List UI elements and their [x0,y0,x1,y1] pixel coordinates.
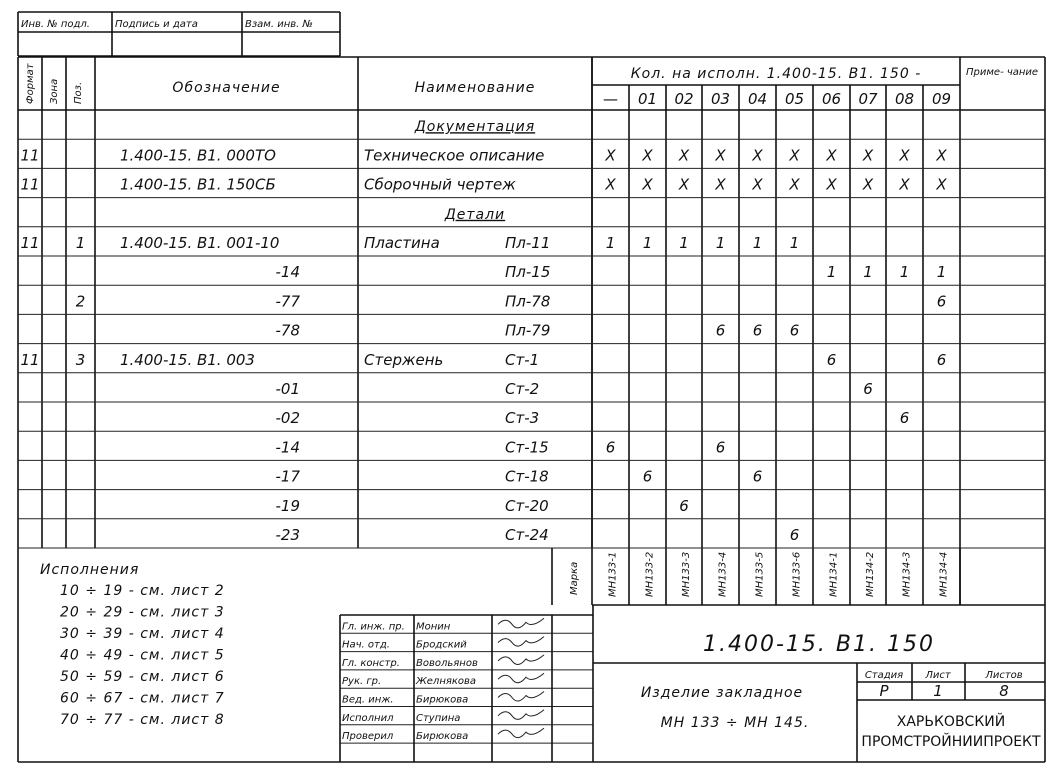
signature-mark [498,637,544,647]
variant-header: 02 [674,90,694,108]
row-format: 11 [20,146,40,165]
qty-value: 6 [899,409,910,428]
sig-name: Бирюкова [416,731,469,743]
sig-role: Рук. гр. [342,676,382,688]
versions-line: 30 ÷ 39 - см. лист 4 [60,626,225,642]
row-name-code: Пл-11 [505,234,551,252]
qty-value: X [899,175,910,194]
versions-line: 10 ÷ 19 - см. лист 2 [60,583,225,599]
marka-value: МН134-3 [901,551,913,597]
marka-value: МН134-4 [938,551,950,597]
sig-name: Монин [416,621,451,633]
header-note: Приме- чание [966,67,1039,78]
stamp-cell-label: Инв. № подл. [21,19,90,30]
qty-value: 1 [789,234,800,252]
qty-value: X [826,175,837,194]
row-designation: -77 [275,292,300,311]
qty-value: X [715,175,726,194]
qty-value: 6 [936,292,947,311]
header-qty-title: Кол. на исполн. 1.400-15. В1. 150 - [630,66,922,82]
row-name: Сборочный чертеж [364,175,516,194]
qty-value: 6 [679,496,689,515]
qty-value: X [678,146,690,165]
variant-header: 04 [747,90,768,108]
versions-line: 40 ÷ 49 - см. лист 5 [60,647,225,664]
qty-value: 6 [715,438,726,457]
sheet-label: Лист [925,670,951,681]
header-designation: Обозначение [172,80,281,96]
qty-value: 6 [863,380,873,398]
sig-name: Желнякова [416,676,477,688]
row-name-code: Ст-2 [505,380,540,398]
row-name-code: Ст-24 [505,526,549,544]
sig-name: Бирюкова [416,694,469,706]
qty-value: 1 [605,234,616,252]
qty-value: X [936,175,947,194]
sig-role: Гл. констр. [342,657,400,669]
qty-value: X [899,146,910,165]
header-vertical-label: Поз. [73,81,84,104]
variant-header: 03 [710,90,731,108]
row-format: 11 [20,175,40,194]
qty-value: 1 [642,234,653,252]
document-code: 1.400-15. В1. 150 [703,632,935,657]
row-designation: 1.400-15. В1. 150СБ [120,175,276,194]
header-name: Наименование [414,80,536,96]
variant-header: 05 [784,90,805,108]
variant-header: 09 [931,90,952,108]
signature-mark [498,692,544,702]
row-position: 3 [75,350,86,369]
qty-value: 1 [826,263,837,282]
variant-header: 08 [894,90,915,108]
qty-value: X [605,175,616,194]
sig-role: Гл. инж. пр. [342,621,405,633]
variant-header: 06 [821,90,842,108]
row-designation: -78 [275,321,300,340]
marka-value: МН133-4 [717,551,729,597]
organization-line1: ХАРЬКОВСКИЙ [896,714,1006,730]
row-designation: -19 [275,496,300,515]
signature-mark [498,673,544,683]
qty-value: X [642,146,653,165]
product-range: МН 133 ÷ МН 145. [660,715,810,731]
row-name-code: Ст-18 [505,467,549,486]
row-designation: 1.400-15. В1. 003 [120,350,255,369]
qty-value: 6 [752,467,763,486]
sig-name: Бродский [416,639,467,651]
stage-label: Стадия [864,670,904,681]
marka-value: МН134-2 [865,551,876,597]
sheet-value: 1 [933,682,943,700]
signature-mark [498,618,544,628]
qty-value: X [789,146,800,165]
versions-line: 70 ÷ 77 - см. лист 8 [60,712,225,728]
marka-value: МН133-1 [607,551,619,597]
row-designation: -14 [275,263,300,282]
row-designation: -02 [275,409,300,428]
qty-value: 6 [752,321,763,340]
qty-value: 1 [715,234,726,252]
sig-role: Вед. инж. [342,694,394,706]
qty-value: X [642,175,653,194]
row-name: Техническое описание [364,146,545,165]
qty-value: X [826,146,837,165]
stamp-cell-label: Подпись и дата [115,19,198,30]
sig-name: Ступина [416,712,461,724]
sig-role: Проверил [342,731,394,743]
qty-value: 1 [752,234,763,252]
qty-value: X [752,175,763,194]
row-designation: 1.400-15. В1. 000ТО [120,146,276,165]
sig-name: Вовольянов [416,657,478,669]
qty-value: X [605,146,616,165]
row-format: 11 [20,234,40,252]
qty-value: X [752,146,763,165]
row-name-code: Пл-78 [505,292,551,311]
product-name: Изделие закладное [640,685,804,701]
row-name-code: Ст-20 [505,496,549,515]
marka-value: МН133-5 [754,551,766,597]
section-title: Детали [444,206,506,223]
marka-value: МН133-3 [681,551,692,597]
row-designation: 1.400-15. В1. 001-10 [120,234,280,252]
sig-role: Нач. отд. [342,639,390,651]
sig-role: Исполнил [342,712,394,724]
variant-header: 01 [637,90,658,108]
qty-value: 6 [936,350,947,369]
sheets-label: Листов [985,670,1023,681]
qty-value: 6 [789,526,800,544]
variant-header: — [603,90,618,108]
qty-value: 1 [936,263,947,282]
row-name: Стержень [364,350,444,369]
sheets-value: 8 [999,682,1009,700]
row-designation: -14 [275,438,300,457]
section-title: Документация [414,119,536,136]
signature-mark [498,655,544,665]
qty-value: 6 [642,467,653,486]
variant-header: 07 [858,90,878,108]
row-name-code: Ст-15 [505,438,549,457]
qty-value: 6 [715,321,726,340]
row-position: 1 [75,234,86,252]
versions-line: 20 ÷ 29 - см. лист 3 [60,604,225,621]
stage-value: Р [879,682,889,700]
qty-value: 6 [789,321,800,340]
qty-value: X [715,146,726,165]
versions-line: 50 ÷ 59 - см. лист 6 [60,669,225,685]
stamp-cell-label: Взам. инв. № [245,19,313,30]
qty-value: X [862,146,874,165]
marka-value: МН134-1 [828,551,840,597]
organization-line2: ПРОМСТРОЙНИИПРОЕКТ [861,734,1041,750]
row-designation: -23 [275,526,300,544]
signature-mark [498,728,544,738]
marka-label: Марка [569,561,580,595]
marka-value: МН133-6 [791,551,803,597]
qty-value: 1 [863,263,873,282]
qty-value: X [936,146,947,165]
row-designation: -01 [275,380,300,398]
row-name: Пластина [364,234,440,252]
signature-mark [498,710,544,720]
qty-value: X [678,175,690,194]
header-vertical-label: Формат [25,63,36,104]
row-name-code: Пл-79 [505,321,551,340]
row-format: 11 [20,350,40,369]
qty-value: X [862,175,874,194]
row-name-code: Ст-1 [505,350,540,369]
row-name-code: Пл-15 [505,263,551,282]
row-position: 2 [75,292,86,311]
qty-value: 1 [899,263,910,282]
versions-line: 60 ÷ 67 - см. лист 7 [60,690,225,707]
row-name-code: Ст-3 [505,409,540,428]
versions-title: Исполнения [40,562,140,578]
qty-value: 6 [605,438,616,457]
qty-value: 6 [826,350,837,369]
qty-value: X [789,175,800,194]
marka-value: МН133-2 [644,551,656,597]
header-vertical-label: Зона [49,78,60,104]
qty-value: 1 [679,234,689,252]
row-designation: -17 [275,467,300,486]
